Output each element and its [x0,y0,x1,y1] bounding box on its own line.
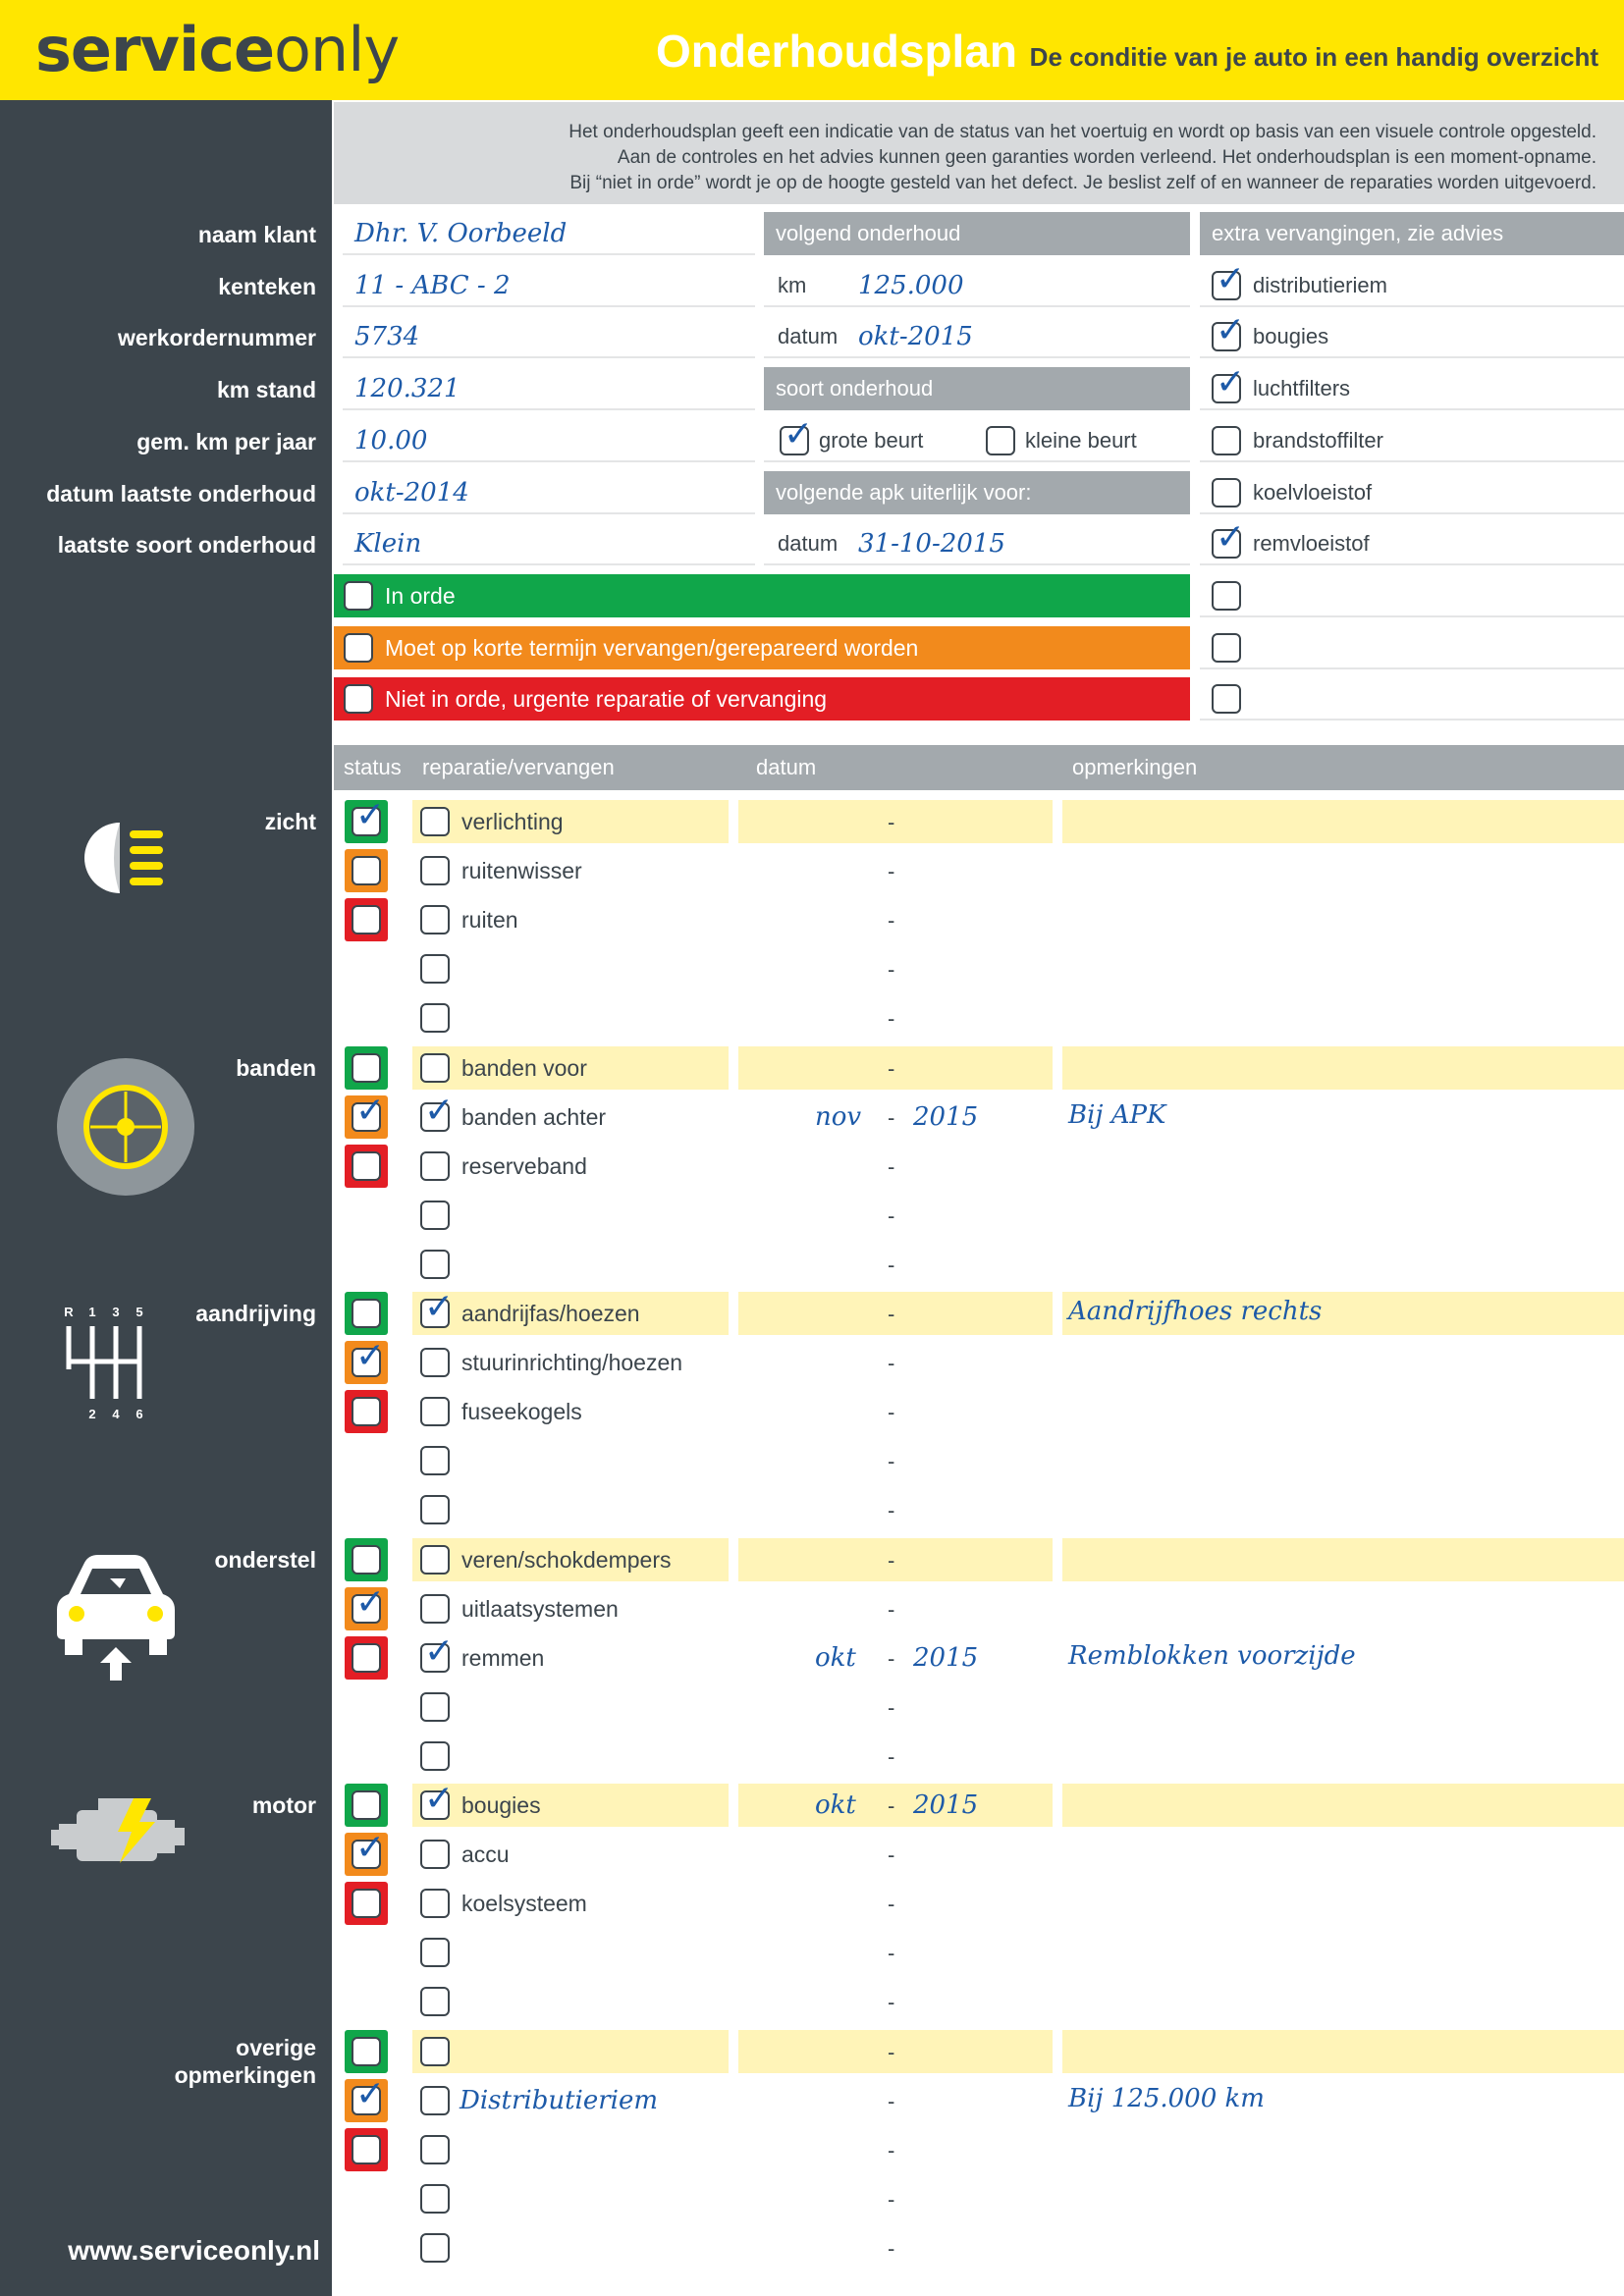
item-checkbox[interactable] [420,807,450,836]
highlight-date [738,1292,1053,1335]
check-icon: ✓ [1216,516,1246,557]
status-checkbox[interactable] [352,856,381,885]
item-label: veren/schokdempers [461,1547,672,1573]
check-icon: ✓ [355,794,386,834]
extra-item-checkbox[interactable] [1212,309,1246,351]
date-separator: - [888,1056,895,1081]
extra-item-checkbox[interactable] [1212,478,1241,507]
item-label: fuseekogels [461,1399,582,1424]
col-remarks: opmerkingen [1072,755,1198,779]
section-title: zicht [264,809,316,834]
date-value: okt-2015 [858,322,973,351]
highlight-date [738,1046,1053,1090]
date-separator: - [888,1302,895,1326]
extra-heading: extra vervangingen, zie advies [1200,212,1624,255]
date-separator: - [888,1203,895,1228]
extra-item [1200,309,1624,358]
item-label: bougies [461,1792,541,1818]
item-checkbox[interactable] [420,1741,450,1771]
svg-text:2: 2 [88,1407,96,1421]
status-box[interactable] [345,1390,388,1433]
intro-line: Het onderhoudsplan geeft een indicatie van de status van het voertuig en wordt op basis van een visuele controle opgesteld. [568,122,1597,142]
date-separator: - [888,1006,895,1031]
check-icon: ✓ [355,1581,386,1622]
item-label: aandrijfas/hoezen [461,1301,640,1326]
item-checkbox[interactable] [420,2037,450,2066]
km-value: 125.000 [858,271,964,300]
status-checkbox[interactable] [352,1090,386,1132]
page-subtitle: De conditie van je auto in een handig overzicht [1029,42,1598,72]
status-checkbox[interactable] [352,2037,381,2066]
extra-item-checkbox[interactable] [1212,516,1246,559]
date-separator: - [888,1744,895,1769]
status-checkbox[interactable] [352,1790,381,1820]
customer-value: Klein [354,529,422,559]
status-checkbox[interactable] [352,1827,386,1869]
km-field [764,264,1190,307]
customer-label: naam klant [197,222,316,247]
highlight-remark [1062,1784,1624,1827]
item-checkbox[interactable] [420,1594,450,1624]
car-lift-icon [55,1549,177,1681]
status-checkbox[interactable] [352,1299,381,1328]
footer-url: www.serviceonly.nl [68,2235,320,2266]
extra-item-checkbox[interactable] [1212,684,1241,714]
item-label: ruitenwisser [461,858,582,883]
grote-beurt-label: grote beurt [819,428,924,453]
date-year: 2015 [913,1102,979,1132]
item-checkbox[interactable] [420,2233,450,2263]
status-box[interactable] [345,2073,388,2122]
svg-text:5: 5 [135,1305,143,1319]
item-checkbox[interactable] [420,2086,450,2115]
customer-field [343,264,755,307]
customer-value: okt-2014 [354,478,469,507]
check-icon: ✓ [1216,361,1246,401]
customer-field [343,419,755,462]
extra-item-blank [1200,677,1624,721]
service-type-field [764,413,1190,462]
date-separator: - [888,1597,895,1622]
svg-text:3: 3 [112,1305,120,1319]
highlight-remark [1062,1046,1624,1090]
extra-item-blank [1200,626,1624,669]
status-checkbox[interactable] [352,794,386,836]
date-separator: - [888,1548,895,1573]
headlight-icon [79,819,167,897]
item-checkbox[interactable] [420,1778,455,1820]
item-checkbox[interactable] [420,2184,450,2214]
extra-item-label: remvloeistof [1253,531,1370,556]
intro-line: Bij “niet in orde” wordt je op de hoogte gesteld van het defect. Je beslist zelf of en wanneer de reparaties worden uitgevoerd. [569,173,1597,193]
date-separator: - [888,1449,895,1473]
highlight-date [738,1784,1053,1827]
status-checkbox[interactable] [352,1545,381,1575]
item-label: koelsysteem [461,1891,587,1916]
svg-text:1: 1 [88,1305,96,1319]
item-label-handwritten: Distributieriem [460,2086,659,2115]
customer-value: Dhr. V. Oorbeeld [354,219,568,248]
service-type-heading: soort onderhoud [764,367,1190,410]
gearshift-icon [55,1301,163,1424]
legend-bar [334,677,1190,721]
engine-icon [49,1792,190,1871]
item-label: banden voor [461,1055,587,1081]
highlight-date [738,2030,1053,2073]
item-checkbox[interactable] [420,1397,450,1426]
customer-label: kenteken [218,274,316,299]
legend-label: Moet op korte termijn vervangen/gerepareerd worden [385,635,919,661]
date-label: datum [778,324,839,348]
extra-item-label: luchtfilters [1253,376,1351,400]
item-checkbox[interactable] [420,1201,450,1230]
status-checkbox[interactable] [352,2073,386,2115]
status-checkbox[interactable] [352,1581,386,1624]
customer-value: 5734 [354,322,420,351]
date-separator: - [888,1941,895,1965]
item-checkbox[interactable] [420,1495,450,1524]
item-checkbox[interactable] [420,1151,450,1181]
status-checkbox[interactable] [352,1151,381,1181]
customer-value: 11 - ABC - 2 [354,271,511,300]
extra-item-checkbox[interactable] [1212,258,1246,300]
section-title [0,2034,316,2089]
item-checkbox[interactable] [420,1053,450,1083]
highlight-item [412,2030,729,2073]
extra-item-checkbox[interactable] [1212,426,1241,455]
status-box[interactable] [345,1046,388,1090]
section-title: aandrijving [195,1301,316,1326]
date-separator: - [888,2040,895,2064]
date-separator: - [888,1154,895,1179]
date-separator: - [888,1105,895,1130]
item-label: reserveband [461,1153,587,1179]
status-checkbox[interactable] [352,1889,381,1918]
extra-item [1200,516,1624,565]
date-year: 2015 [913,1643,979,1673]
check-icon: ✓ [424,1286,455,1326]
item-label: banden achter [461,1104,607,1130]
intro-line: Aan de controles en het advies kunnen geen garanties worden verleend. Het onderhoudsplan is een moment-opname. [617,147,1597,168]
extra-item [1200,471,1624,514]
check-icon: ✓ [784,413,814,454]
item-checkbox[interactable] [420,1692,450,1722]
item-checkbox[interactable] [420,1938,450,1967]
remark: Aandrijfhoes rechts [1068,1297,1323,1326]
customer-label: gem. km per jaar [136,429,316,454]
highlight-date [738,1538,1053,1581]
item-checkbox[interactable] [420,1840,450,1869]
check-icon: ✓ [424,1630,455,1671]
highlight-item [412,1784,729,1827]
extra-item-checkbox[interactable] [1212,633,1241,663]
check-icon: ✓ [424,1090,455,1130]
legend-bar [334,574,1190,617]
date-separator: - [888,1842,895,1867]
header [0,0,1624,100]
customer-label: werkordernummer [118,325,316,350]
status-box[interactable] [345,1538,388,1581]
date-field [764,315,1190,358]
customer-label: laatste soort onderhoud [57,532,316,558]
customer-field [343,315,755,358]
item-checkbox[interactable] [420,1250,450,1279]
apk-date-field [764,522,1190,565]
legend-label: Niet in orde, urgente reparatie of vervanging [385,686,828,712]
table-header [334,745,1624,790]
legend-checkbox[interactable] [344,581,373,611]
date-separator: - [888,2187,895,2212]
item-checkbox[interactable] [420,954,450,984]
customer-value: 10.00 [354,426,428,455]
status-box[interactable] [345,849,388,892]
item-checkbox[interactable] [420,1446,450,1475]
item-label: ruiten [461,907,518,933]
date-separator: - [888,2089,895,2113]
date-separator: - [888,1253,895,1277]
item-label: verlichting [461,809,564,834]
customer-label: km stand [217,377,316,402]
apk-date-label: datum [778,531,839,556]
svg-text:R: R [64,1305,74,1319]
check-icon: ✓ [355,1827,386,1867]
apk-date-value: 31-10-2015 [858,529,1005,559]
check-icon: ✓ [355,1335,386,1375]
check-icon: ✓ [355,1090,386,1130]
date-separator: - [888,810,895,834]
col-repair: reparatie/vervangen [422,755,615,779]
customer-field [343,522,755,565]
customer-field [343,212,755,255]
date-month: okt [815,1643,856,1673]
date-separator: - [888,859,895,883]
item-checkbox[interactable] [420,1348,450,1377]
svg-text:6: 6 [135,1407,143,1421]
item-checkbox[interactable] [420,2135,450,2164]
extra-item [1200,258,1624,307]
tire-icon [55,1056,196,1198]
item-checkbox[interactable] [420,1003,450,1033]
kleine-beurt-checkbox[interactable] [986,426,1015,455]
status-box[interactable] [345,794,388,843]
extra-item-checkbox[interactable] [1212,581,1241,611]
status-box[interactable] [345,898,388,941]
extra-item-label: distributieriem [1253,273,1387,297]
status-box[interactable] [345,1090,388,1139]
customer-value: 120.321 [354,374,460,403]
legend-checkbox[interactable] [344,633,373,663]
remark: Remblokken voorzijde [1068,1641,1356,1671]
status-checkbox[interactable] [352,1335,386,1377]
intro-text [334,102,1624,204]
check-icon: ✓ [1216,309,1246,349]
apk-heading: volgende apk uiterlijk voor: [764,471,1190,514]
date-separator: - [888,1400,895,1424]
item-checkbox[interactable] [420,905,450,934]
status-box[interactable] [345,1636,388,1680]
grote-beurt-checkbox[interactable] [780,413,814,455]
status-box[interactable] [345,1882,388,1925]
extra-item-label: brandstoffilter [1253,428,1383,453]
status-box[interactable] [345,1827,388,1876]
item-checkbox[interactable] [420,1889,450,1918]
status-checkbox[interactable] [352,2135,381,2164]
status-box[interactable] [345,1784,388,1827]
col-status: status [344,755,402,779]
col-date: datum [756,755,817,779]
item-checkbox[interactable] [420,1286,455,1328]
item-checkbox[interactable] [420,856,450,885]
date-separator: - [888,1990,895,2014]
section-title-line: overige [236,2035,316,2060]
customer-label: datum laatste onderhoud [46,481,316,507]
km-label: km [778,273,807,297]
item-checkbox[interactable] [420,1545,450,1575]
date-separator: - [888,1695,895,1720]
status-checkbox[interactable] [352,1397,381,1426]
kleine-beurt-label: kleine beurt [1025,428,1137,453]
check-icon: ✓ [355,2073,386,2113]
extra-item-checkbox[interactable] [1212,361,1246,403]
legend-bar [334,626,1190,669]
item-checkbox[interactable] [420,1630,455,1673]
date-separator: - [888,1498,895,1522]
extra-item [1200,419,1624,462]
date-separator: - [888,1793,895,1818]
extra-item-blank [1200,574,1624,617]
logo: serviceonly [35,14,400,85]
extra-item-label: koelvloeistof [1253,480,1373,505]
date-separator: - [888,2138,895,2163]
date-year: 2015 [913,1790,979,1820]
status-box[interactable] [345,1292,388,1335]
date-separator: - [888,957,895,982]
date-separator: - [888,1892,895,1916]
remark: Bij 125.000 km [1068,2084,1265,2113]
date-separator: - [888,1351,895,1375]
status-box[interactable] [345,1581,388,1630]
legend-checkbox[interactable] [344,684,373,714]
date-month: nov [815,1102,862,1132]
status-checkbox[interactable] [352,1053,381,1083]
extra-item-label: bougies [1253,324,1329,348]
status-checkbox[interactable] [352,905,381,934]
date-separator: - [888,2236,895,2261]
date-separator: - [888,908,895,933]
date-month: okt [815,1790,856,1820]
extra-item [1200,361,1624,410]
next-service-heading: volgend onderhoud [764,212,1190,255]
highlight-remark [1062,800,1624,843]
item-label: remmen [461,1645,545,1671]
section-title-line: opmerkingen [174,2062,316,2088]
item-label: uitlaatsystemen [461,1596,619,1622]
status-box[interactable] [345,1335,388,1384]
status-box[interactable] [345,2030,388,2073]
status-box[interactable] [345,1145,388,1188]
section-title: banden [236,1055,316,1081]
page-title: Onderhoudsplan [656,26,1017,77]
item-label: stuurinrichting/hoezen [461,1350,683,1375]
item-label: accu [461,1842,510,1867]
highlight-item [412,800,729,843]
date-separator: - [888,1646,895,1671]
status-checkbox[interactable] [352,1643,381,1673]
legend-label: In orde [385,583,456,609]
item-checkbox[interactable] [420,1987,450,2016]
check-icon: ✓ [1216,258,1246,298]
section-title: motor [251,1792,316,1818]
section-title: onderstel [214,1547,316,1573]
status-box[interactable] [345,2128,388,2171]
svg-text:4: 4 [112,1407,120,1421]
highlight-remark [1062,1538,1624,1581]
highlight-remark [1062,2030,1624,2073]
highlight-date [738,800,1053,843]
remark: Bij APK [1068,1100,1166,1130]
customer-field [343,367,755,410]
customer-field [343,471,755,514]
check-icon: ✓ [424,1778,455,1818]
item-checkbox[interactable] [420,1090,455,1132]
